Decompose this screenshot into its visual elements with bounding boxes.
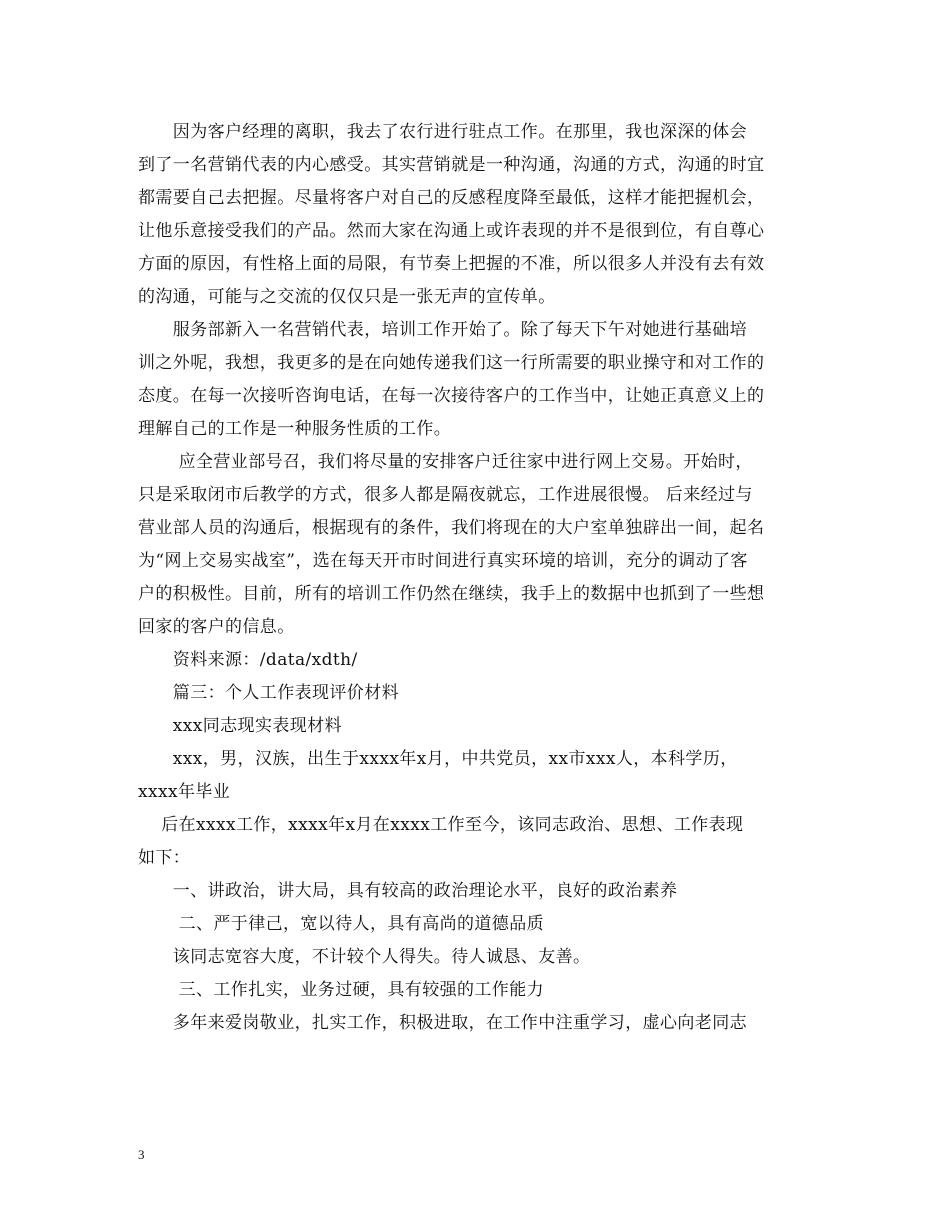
paragraph-line: 如下： [138,848,191,868]
paragraph-line: 营业部人员的沟通后，根据现有的条件，我们将现在的大户室单独辟出一间，起名 [138,518,765,538]
paragraph-line: xxxx年毕业 [138,782,231,802]
paragraph-line: 让他乐意接受我们的产品。然而大家在沟通上或许表现的并不是很到位，有自尊心 [138,221,765,241]
list-heading: 二、严于律己，宽以待人，具有高尚的道德品质 [138,914,545,934]
paragraph-line: 态度。在每一次接听咨询电话，在每一次接待客户的工作当中，让她正真意义上的 [138,386,765,406]
paragraph-line: 训之外呢，我想，我更多的是在向她传递我们这一行所需要的职业操守和对工作的 [138,353,765,373]
paragraph-line: 只是采取闭市后教学的方式，很多人都是隔夜就忘，工作进展很慢。 后来经过与 [138,485,753,505]
list-heading: 一、讲政治，讲大局，具有较高的政治理论水平，良好的政治素养 [138,881,678,901]
paragraph-line: 因为客户经理的离职，我去了农行进行驻点工作。在那里，我也深深的体会 [138,122,747,142]
paragraph-line: 到了一名营销代表的内心感受。其实营销就是一种沟通，沟通的方式，沟通的时宜 [138,155,765,175]
subsection-title: xxx同志现实表现材料 [138,716,342,736]
paragraph-line: 户的积极性。目前，所有的培训工作仍然在继续，我手上的数据中也抓到了一些想 [138,584,765,604]
source-line: 资料来源：/data/xdth/ [138,650,358,670]
paragraph-line: 该同志宽容大度，不计较个人得失。待人诚恳、友善。 [138,947,591,967]
paragraph-line: 的沟通，可能与之交流的仅仅只是一张无声的宣传单。 [138,287,556,307]
paragraph-line: 为“网上交易实战室”，选在每天开市时间进行真实环境的培训，充分的调动了客 [138,551,748,571]
paragraph-line: xxx，男，汉族，出生于xxxx年x月，中共党员，xx市xxx人，本科学历， [138,749,738,769]
paragraph-line: 服务部新入一名营销代表，培训工作开始了。除了每天下午对她进行基础培 [138,320,747,340]
paragraph-line: 多年来爱岗敬业，扎实工作，积极进取，在工作中注重学习，虚心向老同志 [138,1013,747,1033]
page-number: 3 [138,1147,145,1162]
paragraph-line: 后在xxxx工作，xxxx年x月在xxxx工作至今，该同志政治、思想、工作表现 [138,815,744,835]
paragraph-line: 方面的原因，有性格上面的局限，有节奏上把握的不准，所以很多人并没有去有效 [138,254,765,274]
paragraph-line: 理解自己的工作是一种服务性质的工作。 [138,419,452,439]
paragraph-line: 应全营业部号召，我们将尽量的安排客户迁往家中进行网上交易。开始时， [138,452,753,472]
list-heading: 三、工作扎实，业务过硬，具有较强的工作能力 [138,980,545,1000]
paragraph-line: 都需要自己去把握。尽量将客户对自己的反感程度降至最低，这样才能把握机会， [138,188,765,208]
paragraph-line: 回家的客户的信息。 [138,617,295,637]
section-title: 篇三：个人工作表现评价材料 [138,683,399,703]
